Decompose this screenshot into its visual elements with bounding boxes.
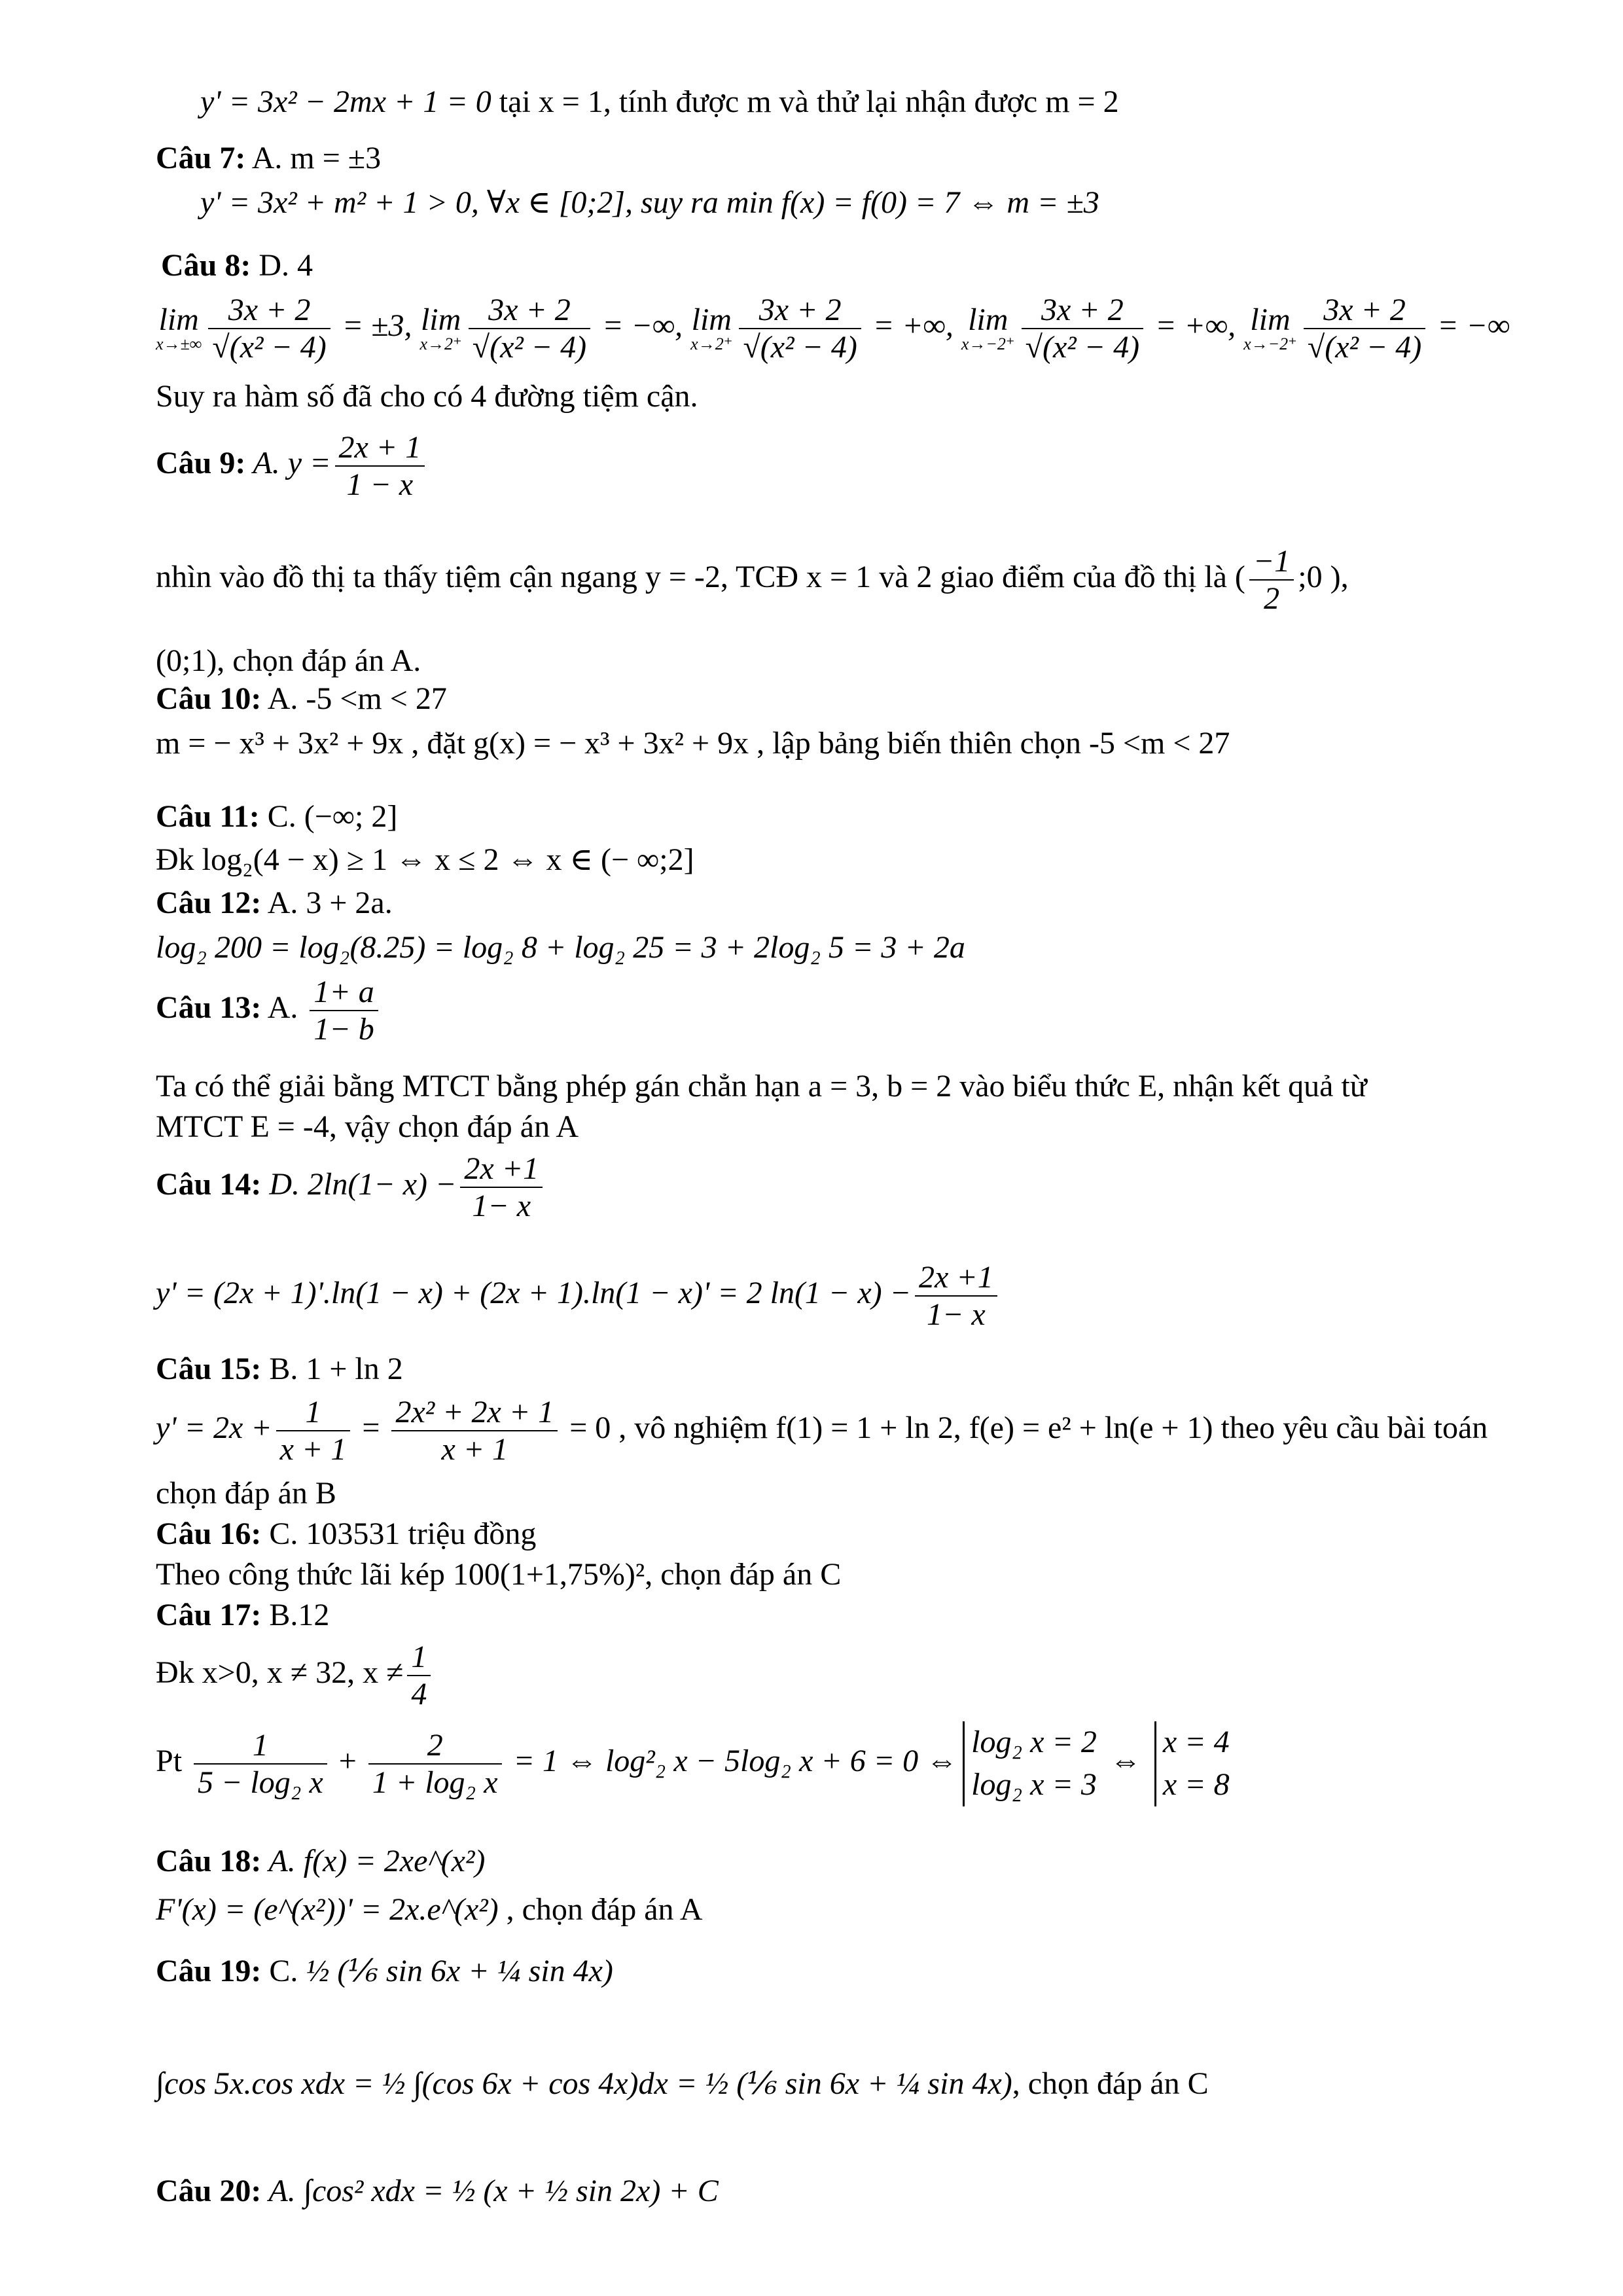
question-11-solution: Đk log₂(4 − x) ≥ 1 ⇔ x ≤ 2 ⇔ x ∈ (− ∞;2]	[156, 842, 694, 877]
question-8-limits: lim x→±∞ $\frac{3x + 2}{\text{√(x² − 4)}}$ = ±3, lim x→2⁺ $\frac{3x + 2}{\text{√(x² − 4)}}$ = −∞, lim x→2⁺ $\frac{3x + 2}{\text{√(x² − 4)}}$ = +∞, lim x→−2⁺ $\frac{3x + 2}{\text{√(x² − 4)}}$ = +∞, lim x→−2⁺ $\frac{3x + 2}{\text{√(x² − 4)}}$ = −∞	[156, 293, 1510, 365]
answer: A. f(x) = 2xe^(x²)	[261, 1844, 486, 1878]
question-13-explanation: Ta có thể giải bằng MTCT bằng phép gán chẳn hạn a = 3, b = 2 vào biểu thức E, nhận kết quả từ	[156, 1069, 1367, 1103]
fraction: $\frac{1}{4}$	[407, 1639, 431, 1712]
question-17-condition: Đk x>0, x ≠ 32, x ≠ $\frac{1}{4}$	[156, 1639, 435, 1712]
answer: D. 4	[251, 248, 313, 283]
fraction: $\frac{1}{\text{5 − log₂ x}}$	[194, 1727, 327, 1801]
question-8-heading	[161, 245, 313, 286]
question-13-explanation-cont: MTCT E = -4, vậy chọn đáp án A	[156, 1109, 579, 1144]
limit: lim x→2⁺	[690, 302, 733, 354]
question-18-heading	[156, 1840, 485, 1882]
question-20-heading	[156, 2170, 719, 2212]
fraction: $\frac{1+ a}{1- b}$	[310, 974, 378, 1047]
fraction: $\frac{3x + 2}{\text{√(x² − 4)}}$	[1022, 292, 1143, 365]
question-18-solution: F'(x) = (e^(x²))' = 2x.e^(x²) , chọn đáp án A	[156, 1892, 703, 1927]
line-q6-tail	[200, 81, 1119, 122]
question-7-solution	[200, 182, 1099, 223]
question-label: Câu 11:	[156, 799, 260, 834]
question-17-heading	[156, 1594, 329, 1636]
fraction: $\frac{2x +1}{1- x}$	[460, 1151, 543, 1224]
answer: A. y =	[245, 446, 331, 481]
question-19-heading	[156, 1950, 613, 1992]
question-13-heading	[156, 974, 382, 1047]
answer: D. 2ln(1− x) −	[261, 1167, 457, 1202]
answer: A. -5 <m < 27	[261, 681, 447, 716]
equation-system: x = 4 x = 8	[1154, 1721, 1230, 1806]
fraction: $\frac{3x + 2}{\text{√(x² − 4)}}$	[1304, 292, 1425, 365]
text: tại x = 1, tính được m và thử lại nhận được m = 2	[491, 84, 1119, 119]
question-label: Câu 12:	[156, 886, 262, 920]
question-16-heading	[156, 1513, 536, 1554]
question-17-solution: Pt $\frac{1}{\text{5 − log₂ x}}$ + $\frac{2}{\text{1 + log₂ x}}$ = 1 ⇔ log²₂ x − 5log₂ x + 6 = 0 ⇔ log₂ x = 2 log₂ x = 3 ⇔ x = 4 x = 8	[156, 1721, 1235, 1806]
question-label: Câu 8:	[161, 248, 251, 283]
answer: A.	[261, 990, 306, 1026]
question-7-heading	[156, 137, 381, 179]
answer: B. 1 + ln 2	[261, 1352, 403, 1386]
math-expression: ½ (⅙ sin 6x + ¼ sin 4x)	[306, 1954, 613, 1988]
question-8-conclusion: Suy ra hàm số đã cho có 4 đường tiệm cận.	[156, 379, 698, 414]
answer: B.12	[261, 1598, 330, 1632]
question-label: Câu 9:	[156, 446, 246, 481]
question-9-explanation-cont: (0;1), chọn đáp án A.	[156, 643, 421, 678]
question-label: Câu 10:	[156, 681, 262, 716]
question-14-solution: y' = (2x + 1)'.ln(1 − x) + (2x + 1).ln(1 − x)' = 2 ln(1 − x) − $\frac{2x +1}{1- x}$	[156, 1259, 1001, 1333]
question-label: Câu 18:	[156, 1844, 262, 1878]
limit: lim x→−2⁺	[1243, 302, 1297, 354]
question-12-heading	[156, 882, 393, 924]
fraction: $\frac{2}{\text{1 + log₂ x}}$	[368, 1727, 502, 1801]
answer: C. 103531 triệu đồng	[261, 1516, 537, 1551]
fraction: $\frac{1}{x + 1}$	[276, 1394, 351, 1467]
fraction: $\frac{3x + 2}{\text{√(x² − 4)}}$	[208, 292, 330, 365]
question-12-solution: log₂ 200 = log₂(8.25) = log₂ 8 + log₂ 25 = 3 + 2log₂ 5 = 3 + 2a	[156, 930, 965, 965]
question-label: Câu 19:	[156, 1954, 262, 1988]
question-label: Câu 7:	[156, 141, 246, 175]
answer: C. (−∞; 2]	[259, 799, 398, 834]
answer: C.	[261, 1954, 298, 1988]
question-9-heading	[156, 429, 429, 503]
question-10-solution: m = − x³ + 3x² + 9x , đặt g(x) = − x³ + 3x² + 9x , lập bảng biến thiên chọn -5 <m < 27	[156, 726, 1230, 761]
question-label: Câu 13:	[156, 990, 262, 1026]
question-19-solution: ∫cos 5x.cos xdx = ½ ∫(cos 6x + cos 4x)dx = ½ (⅙ sin 6x + ¼ sin 4x), chọn đáp án C	[156, 2066, 1209, 2101]
question-14-heading	[156, 1151, 546, 1224]
fraction: $\frac{-1}{2}$	[1249, 543, 1294, 617]
answer: A. ∫cos² xdx = ½ (x + ½ sin 2x) + C	[261, 2174, 719, 2208]
limit: lim x→±∞	[156, 302, 202, 354]
equation-system: log₂ x = 2 log₂ x = 3	[963, 1721, 1097, 1806]
question-15-solution: y' = 2x + $\frac{1}{x + 1}$ = $\frac{\text{2x² + 2x + 1}}{x + 1}$ = 0 , vô nghiệm f(1) = 1 + ln 2, f(e) = e² + ln(e + 1) theo yêu cầu bài toán	[156, 1395, 1488, 1467]
question-label: Câu 20:	[156, 2174, 262, 2208]
question-16-solution: Theo công thức lãi kép 100(1+1,75%)², chọn đáp án C	[156, 1557, 842, 1592]
fraction: $\frac{2x + 1}{1 - x}$	[335, 429, 425, 503]
question-label: Câu 14:	[156, 1167, 262, 1202]
question-label: Câu 16:	[156, 1516, 262, 1551]
question-15-heading	[156, 1348, 403, 1390]
math-expression: y' = 3x² − 2mx + 1 = 0	[200, 84, 491, 119]
fraction: $\frac{2x +1}{1- x}$	[915, 1259, 997, 1333]
question-10-heading	[156, 678, 447, 719]
question-label: Câu 17:	[156, 1598, 262, 1632]
answer: A. m = ±3	[245, 141, 382, 175]
fraction: $\frac{\text{2x² + 2x + 1}}{x + 1}$	[391, 1394, 558, 1467]
fraction: $\frac{3x + 2}{\text{√(x² − 4)}}$	[739, 292, 861, 365]
answer: A. 3 + 2a.	[261, 886, 393, 920]
limit: lim x→2⁺	[419, 302, 462, 354]
question-15-solution-cont: chọn đáp án B	[156, 1476, 336, 1511]
question-11-heading	[156, 796, 397, 837]
fraction: $\frac{3x + 2}{\text{√(x² − 4)}}$	[469, 292, 590, 365]
limit: lim x→−2⁺	[961, 302, 1015, 354]
question-label: Câu 15:	[156, 1352, 262, 1386]
math-expression: y' = 3x² + m² + 1 > 0, ∀x ∈ [0;2], suy ra min f(x) = f(0) = 7 ⇔ m = ±3	[200, 185, 1099, 220]
question-9-explanation: nhìn vào đồ thị ta thấy tiệm cận ngang y = -2, TCĐ x = 1 và 2 giao điểm của đồ thị là ( $\frac{-1}{2}$ ;0 ),	[156, 544, 1349, 617]
